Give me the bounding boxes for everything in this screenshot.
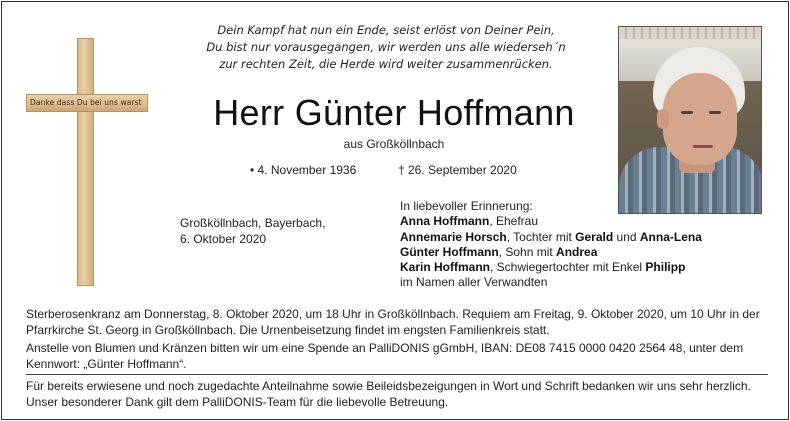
mourner-name: Günter Hoffmann	[400, 244, 499, 259]
place-and-date	[180, 215, 325, 247]
photo-mouth	[693, 145, 713, 148]
portrait-photo	[618, 26, 762, 214]
mourner-name: Gerald	[575, 229, 614, 244]
mourner-name: Anna-Lena	[639, 229, 702, 244]
donation-info: Anstelle von Blumen und Kränzen bitten wir um eine Spende an PalliDONIS gGmbH, IBAN: DE08 7415 0000 0420 2564 48, unter dem Kennwort: „Günter Hoffmann“.	[26, 341, 744, 371]
mourner-line	[400, 230, 702, 245]
photo-ear	[657, 109, 669, 129]
mourner-line	[400, 260, 702, 275]
cross-vertical-beam	[77, 38, 94, 286]
mourner-line	[400, 245, 702, 260]
cross-inscription: Danke dass Du bei uns warst	[30, 98, 142, 107]
memorial-poem	[186, 22, 586, 73]
photo-face	[663, 73, 737, 165]
thanks-text: Für bereits erwiesene und noch zugedachte Anteilnahme sowie Beileidsbezeigungen in Wort und Schrift bedanken wir uns sehr herzlich. Unser besonderer Dank gilt dem PalliDONIS-Team für die liebevolle Betreuung.	[26, 379, 751, 409]
mourner-relation: , Ehefrau	[489, 214, 539, 229]
poem-line: zur rechten Zeit, die Herde wird weiter zusammenrücken.	[219, 57, 553, 71]
death-date: † 26. September 2020	[398, 163, 517, 177]
date-line: 6. Oktober 2020	[180, 232, 267, 246]
mourner-name: Annemarie Horsch	[400, 229, 507, 244]
service-info: Sterberosenkranz am Donnerstag, 8. Oktober 2020, um 18 Uhr in Großköllnbach. Requiem am Freitag, 9. Oktober 2020, um 10 Uhr in der Pfarrkirche St. Georg in Großköllnbach. Die Urnenbeisetzung findet im engsten Familienkreis statt.	[26, 307, 760, 337]
poem-line: Du bist nur vorausgegangen, wir werden uns alle wiederseh´n	[206, 40, 566, 54]
mourner-name: Andrea	[556, 244, 598, 259]
mourner-line	[400, 214, 702, 229]
birth-date: • 4. November 1936	[250, 163, 357, 177]
cross-horizontal-beam	[26, 94, 148, 112]
mourner-name: Philipp	[645, 260, 686, 275]
place-line: Großköllnbach, Bayerbach,	[180, 216, 326, 230]
deceased-origin: aus Großköllnbach	[343, 137, 445, 151]
mourner-relation: und	[613, 229, 640, 244]
mourners-intro: In liebevoller Erinnerung:	[400, 199, 533, 213]
wooden-cross-image	[26, 38, 148, 286]
deceased-name: Herr Günter Hoffmann	[213, 92, 575, 133]
mourner-relation: , Schwiegertochter mit Enkel	[490, 260, 646, 275]
photo-eye-left	[681, 111, 693, 114]
mourner-relation: , Sohn mit	[498, 244, 557, 259]
poem-line: Dein Kampf hat nun ein Ende, seist erlöst von Deiner Pein,	[217, 23, 555, 37]
divider	[26, 374, 768, 375]
photo-eye-right	[709, 111, 721, 114]
mourners-closing: im Namen aller Verwandten	[400, 275, 548, 290]
mourners-list	[400, 199, 702, 291]
mourner-relation: , Tochter mit	[506, 229, 576, 244]
mourner-name: Anna Hoffmann	[400, 214, 490, 229]
mourner-name: Karin Hoffmann	[400, 260, 490, 275]
